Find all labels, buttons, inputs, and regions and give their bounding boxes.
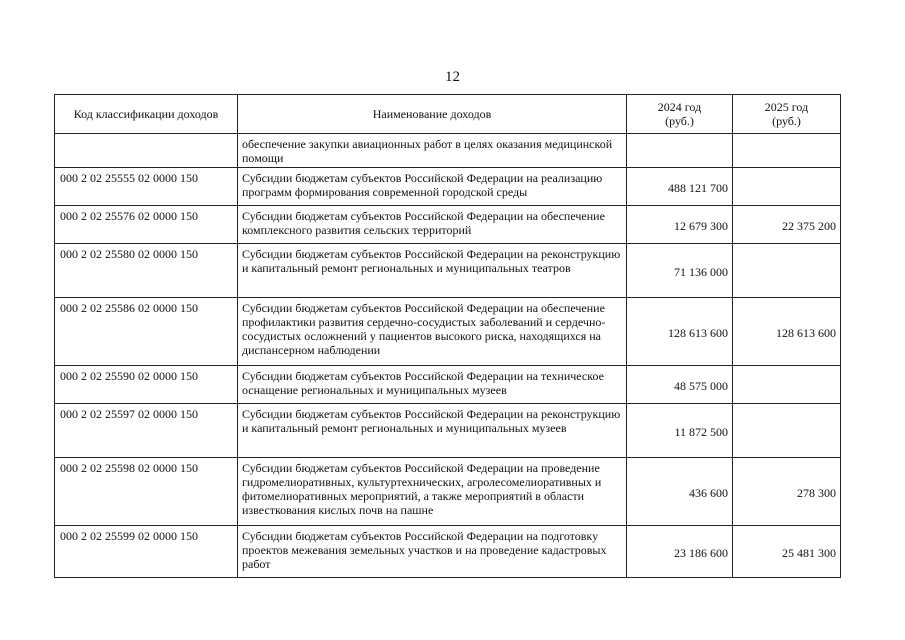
row-2024-value: 11 872 500	[627, 404, 733, 458]
header-2025	[733, 95, 841, 134]
row-2024-value: 12 679 300	[627, 206, 733, 244]
row-name: Субсидии бюджетам субъектов Российской Федерации на реконструкцию и капитальный ремонт региональных и муниципальных театров	[238, 244, 627, 298]
table-row	[55, 206, 841, 244]
table-header-row	[55, 95, 841, 134]
table-row	[55, 168, 841, 206]
header-2025-year: 2025 год	[764, 100, 809, 114]
row-2025-value	[733, 244, 841, 298]
page-number: 12	[445, 69, 460, 85]
row-2024-value	[627, 134, 733, 168]
header-code: Код классификации доходов	[55, 95, 238, 134]
row-2024-value: 48 575 000	[627, 366, 733, 404]
row-name: Субсидии бюджетам субъектов Российской Федерации на подготовку проектов межевания земельных участков и на проведение кадастровых работ	[238, 526, 627, 578]
table-row	[55, 244, 841, 298]
row-2024-value: 488 121 700	[627, 168, 733, 206]
table-row	[55, 458, 841, 526]
header-2024	[627, 95, 733, 134]
row-2025-value: 128 613 600	[733, 298, 841, 366]
row-code: 000 2 02 25576 02 0000 150	[55, 206, 238, 244]
row-name: Субсидии бюджетам субъектов Российской Федерации на обеспечение комплексного развития сельских территорий	[238, 206, 627, 244]
row-code: 000 2 02 25555 02 0000 150	[55, 168, 238, 206]
row-2025-value: 278 300	[733, 458, 841, 526]
row-name: Субсидии бюджетам субъектов Российской Федерации на реализацию программ формирования современной городской среды	[238, 168, 627, 206]
table-row	[55, 404, 841, 458]
row-2025-value: 25 481 300	[733, 526, 841, 578]
table-row	[55, 298, 841, 366]
row-code: 000 2 02 25597 02 0000 150	[55, 404, 238, 458]
row-code	[55, 134, 238, 168]
header-name: Наименование доходов	[238, 95, 627, 134]
header-2025-unit: (руб.)	[772, 114, 801, 128]
row-code: 000 2 02 25598 02 0000 150	[55, 458, 238, 526]
row-name: Субсидии бюджетам субъектов Российской Федерации на техническое оснащение региональных и муниципальных музеев	[238, 366, 627, 404]
row-2024-value: 128 613 600	[627, 298, 733, 366]
row-name: Субсидии бюджетам субъектов Российской Федерации на обеспечение профилактики развития сердечно-сосудистых заболеваний и сердечно-сосудистых осложнений у пациентов высокого риска, находящихся на диспансерном наблюдении	[238, 298, 627, 366]
row-code: 000 2 02 25580 02 0000 150	[55, 244, 238, 298]
table-row	[55, 134, 841, 168]
row-code: 000 2 02 25586 02 0000 150	[55, 298, 238, 366]
header-2024-unit: (руб.)	[665, 114, 694, 128]
row-2025-value: 22 375 200	[733, 206, 841, 244]
row-code: 000 2 02 25590 02 0000 150	[55, 366, 238, 404]
row-2024-value: 23 186 600	[627, 526, 733, 578]
row-2024-value: 436 600	[627, 458, 733, 526]
row-2025-value	[733, 134, 841, 168]
row-name: обеспечение закупки авиационных работ в целях оказания медицинской помощи	[238, 134, 627, 168]
table-row	[55, 366, 841, 404]
row-2025-value	[733, 366, 841, 404]
row-2025-value	[733, 404, 841, 458]
row-name: Субсидии бюджетам субъектов Российской Федерации на проведение гидромелиоративных, культуртехнических, агролесомелиоративных и фитомелиоративных мероприятий, а также мероприятий в области известкования кислых почв на пашне	[238, 458, 627, 526]
row-2025-value	[733, 168, 841, 206]
income-table	[54, 94, 841, 578]
row-2024-value: 71 136 000	[627, 244, 733, 298]
table-row	[55, 526, 841, 578]
header-2024-year: 2024 год	[657, 100, 702, 114]
row-name: Субсидии бюджетам субъектов Российской Федерации на реконструкцию и капитальный ремонт региональных и муниципальных музеев	[238, 404, 627, 458]
row-code: 000 2 02 25599 02 0000 150	[55, 526, 238, 578]
